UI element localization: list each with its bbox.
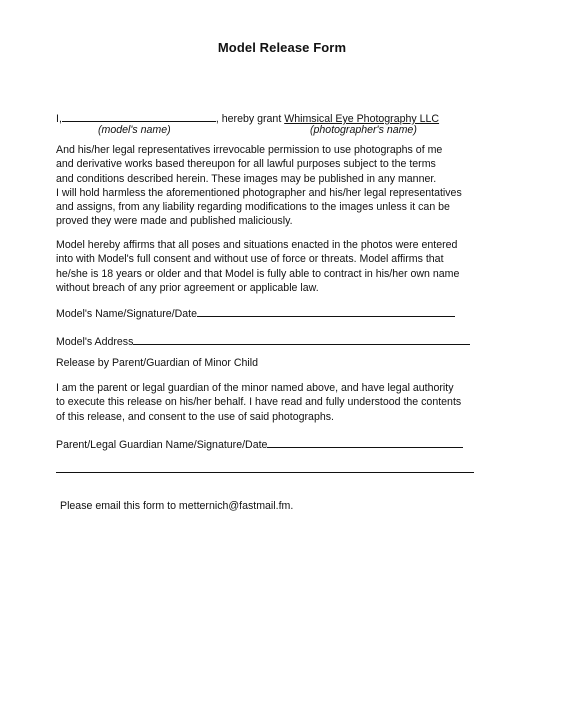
paragraph-line: and conditions described herein. These images may be published in any manner.	[56, 172, 437, 185]
model-address-row	[56, 333, 470, 349]
photographer-name-caption: (photographer's name)	[310, 124, 417, 136]
minor-release-heading: Release by Parent/Guardian of Minor Child	[56, 357, 258, 369]
grant-prefix: I,	[56, 113, 62, 125]
form-title: Model Release Form	[217, 40, 347, 55]
extra-signature-line[interactable]	[56, 472, 474, 473]
paragraph-line: I am the parent or legal guardian of the minor named above, and have legal authority	[56, 382, 454, 394]
paragraph-line: and assigns, from any liability regarding modifications to the images unless it can be	[56, 201, 450, 214]
affirmation-paragraph	[56, 238, 526, 295]
model-signature-label: Model's Name/Signature/Date	[56, 308, 197, 320]
paragraph-line: and derivative works based thereupon for all lawful purposes subject to the terms	[56, 158, 436, 171]
guardian-signature-label: Parent/Legal Guardian Name/Signature/Date	[56, 439, 268, 451]
photographer-name: Whimsical Eye Photography LLC	[284, 113, 440, 125]
permission-paragraph	[56, 143, 526, 229]
paragraph-line: Model hereby affirms that all poses and situations enacted in the photos were entered	[56, 239, 458, 251]
model-signature-row	[56, 305, 455, 321]
email-instruction: Please email this form to metternich@fastmail.fm.	[60, 500, 294, 512]
paragraph-line: And his/her legal representatives irrevocable permission to use photographs of me	[56, 144, 443, 156]
paragraph-line: he/she is 18 years or older and that Model is fully able to contract in his/her own name	[56, 267, 460, 280]
model-name-caption: (model's name)	[98, 124, 171, 136]
guardian-signature-blank[interactable]	[267, 436, 463, 448]
model-address-label: Model's Address	[56, 336, 134, 348]
guardian-signature-row	[56, 436, 463, 452]
model-address-blank[interactable]	[133, 333, 470, 345]
paragraph-line: without breach of any prior agreement or applicable law.	[56, 281, 319, 294]
guardian-paragraph	[56, 381, 526, 424]
paragraph-line: proved they were made and published maliciously.	[56, 215, 293, 228]
model-signature-blank[interactable]	[197, 305, 455, 317]
paragraph-line: I will hold harmless the aforementioned photographer and his/her legal representatives	[56, 186, 462, 199]
paragraph-line: of this release, and consent to the use of said photographs.	[56, 410, 334, 423]
model-name-blank[interactable]	[62, 110, 216, 122]
paragraph-line: into with Model's full consent and without use of force or threats. Model affirms that	[56, 253, 444, 266]
grant-middle: , hereby grant	[215, 113, 285, 125]
paragraph-line: to execute this release on his/her behalf. I have read and fully understood the contents	[56, 396, 462, 409]
